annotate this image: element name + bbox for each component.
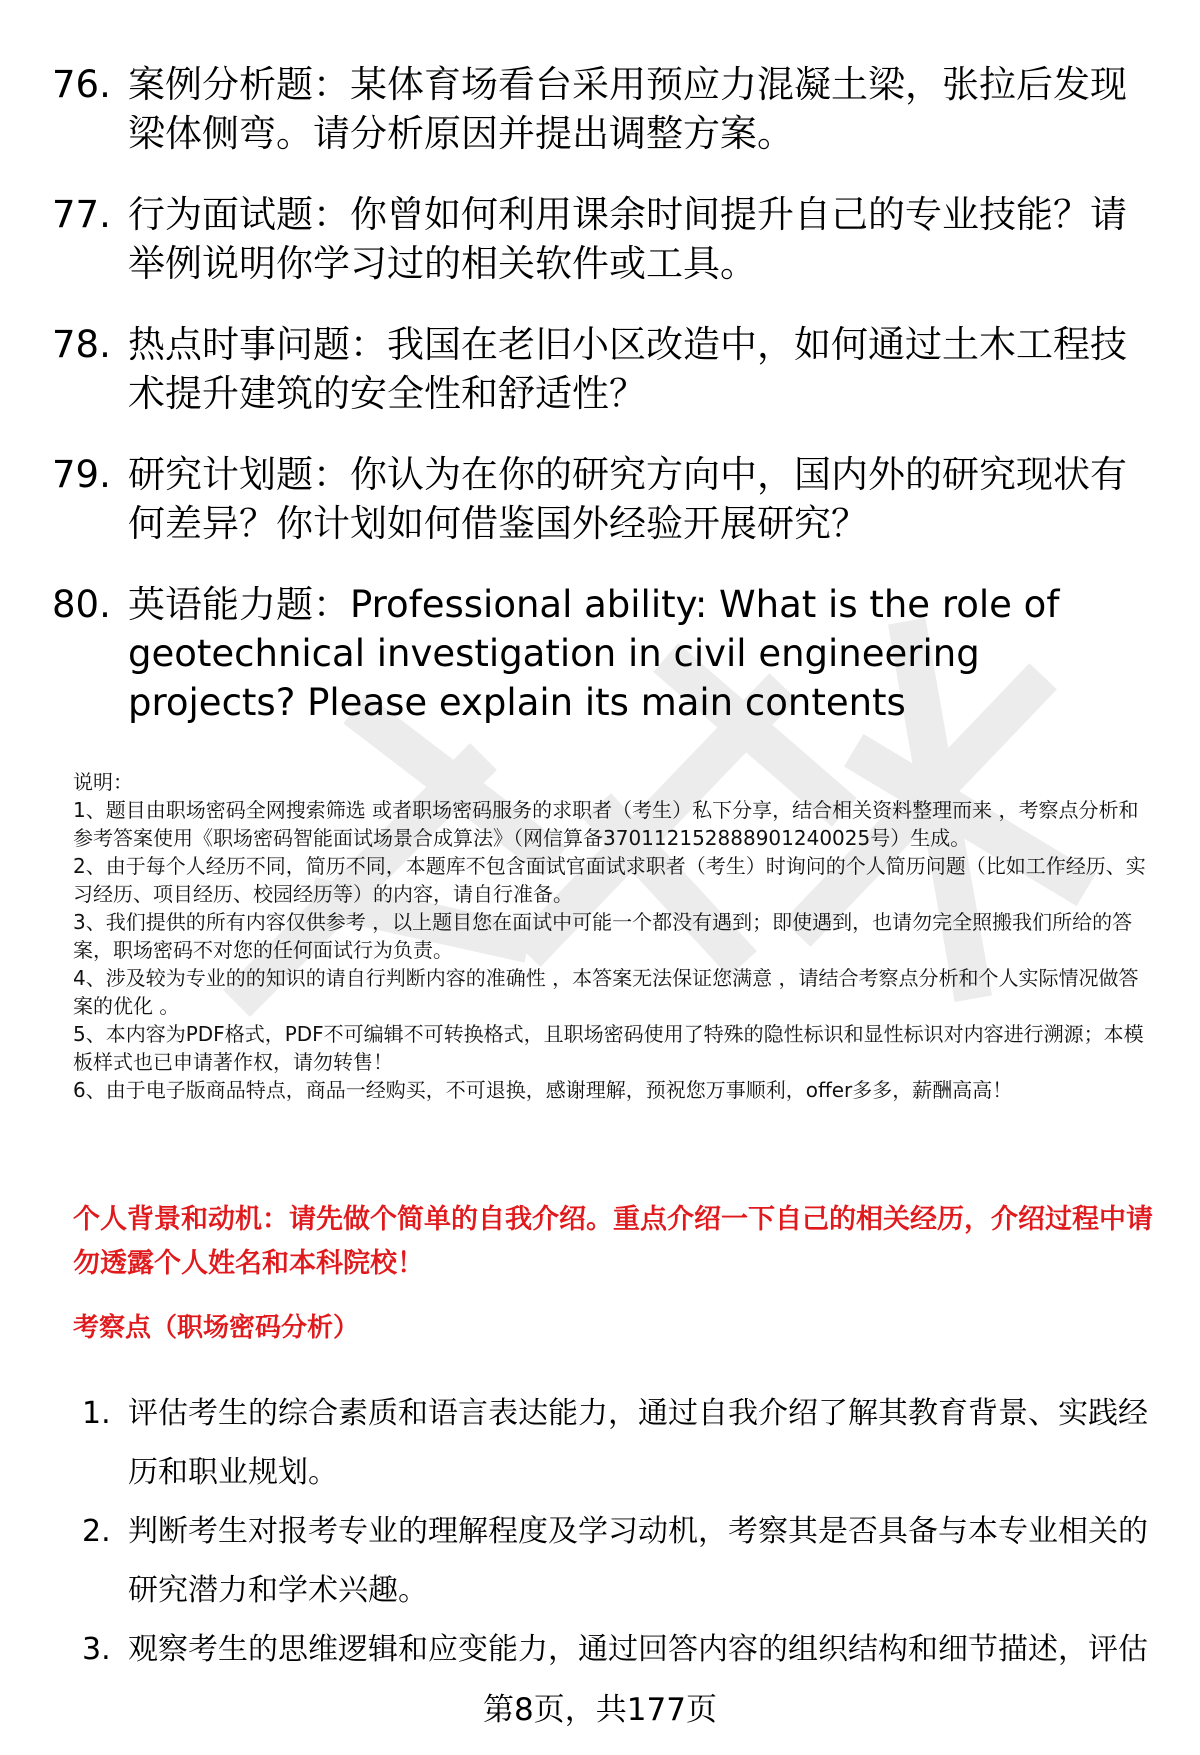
- point-number: 2.: [82, 1514, 111, 1549]
- page-footer: 第8页，共177页: [483, 1692, 717, 1728]
- notes-section: [73, 768, 1158, 1104]
- analysis-points-list: [82, 1384, 1157, 1679]
- question-number: 80.: [52, 583, 111, 626]
- section-heading: 个人背景和动机：请先做个简单的自我介绍。重点介绍一下自己的相关经历，介绍过程中请勿透露个人姓名和本科院校！: [73, 1204, 1153, 1279]
- note-item: 5、本内容为PDF格式，PDF不可编辑不可转换格式，且职场密码使用了特殊的隐性标识和显性标识对内容进行溯源；本模板样式也已申请著作权，请勿转售！: [73, 1022, 1144, 1074]
- analysis-point: [82, 1620, 1157, 1679]
- note-item: 1、题目由职场密码全网搜索筛选 或者职场密码服务的求职者（考生）私下分享，结合相关资料整理而来 ，考察点分析和参考答案使用《职场密码智能面试场景合成算法》（网信算备370112152888901240025号）生成。: [73, 798, 1139, 850]
- analysis-subheading: 考察点（职场密码分析）: [73, 1313, 360, 1343]
- question-text: 热点时事问题：我国在老旧小区改造中，如何通过土木工程技术提升建筑的安全性和舒适性？: [128, 323, 1127, 415]
- analysis-point: [82, 1384, 1157, 1502]
- note-item: 2、由于每个人经历不同，简历不同，本题库不包含面试官面试求职者（考生）时询问的个人简历问题（比如工作经历、实习经历、项目经历、校园经历等）的内容，请自行准备。: [73, 854, 1146, 906]
- question-item: [52, 450, 1152, 548]
- note-item: 4、涉及较为专业的的知识的请自行判断内容的准确性 ，本答案无法保证您满意 ，请结合考察点分析和个人实际情况做答案的优化 。: [73, 966, 1139, 1018]
- question-text: 案例分析题：某体育场看台采用预应力混凝土梁，张拉后发现梁体侧弯。请分析原因并提出调整方案。: [128, 63, 1127, 155]
- question-item: [52, 60, 1152, 158]
- point-number: 3.: [82, 1632, 111, 1667]
- question-number: 77.: [52, 193, 111, 236]
- note-item: 6、由于电子版商品特点，商品一经购买，不可退换，感谢理解，预祝您万事顺利，offer多多，薪酬高高！: [73, 1078, 1013, 1102]
- point-text: 评估考生的综合素质和语言表达能力，通过自我介绍了解其教育背景、实践经历和职业规划。: [128, 1396, 1148, 1490]
- analysis-point: [82, 1502, 1157, 1620]
- question-text: 研究计划题：你认为在你的研究方向中，国内外的研究现状有何差异？你计划如何借鉴国外经验开展研究？: [128, 453, 1127, 545]
- question-number: 79.: [52, 453, 111, 496]
- notes-title: 说明：: [73, 770, 133, 794]
- note-item: 3、我们提供的所有内容仅供参考 ，以上题目您在面试中可能一个都没有遇到；即使遇到，也请勿完全照搬我们所给的答案，职场密码不对您的任何面试行为负责。: [73, 910, 1133, 962]
- question-text: 行为面试题：你曾如何利用课余时间提升自己的专业技能？请举例说明你学习过的相关软件或工具。: [128, 193, 1127, 285]
- question-item: [52, 580, 1152, 727]
- question-list: [52, 60, 1152, 759]
- point-text: 判断考生对报考专业的理解程度及学习动机，考察其是否具备与本专业相关的研究潜力和学术兴趣。: [128, 1514, 1148, 1608]
- point-number: 1.: [82, 1396, 111, 1431]
- question-item: [52, 190, 1152, 288]
- question-number: 78.: [52, 323, 111, 366]
- question-text: 英语能力题：Professional ability: What is the role of geotechnical investigation in civil engineering projects? Please explain its main contents: [128, 583, 1060, 724]
- point-text: 观察考生的思维逻辑和应变能力，通过回答内容的组织结构和细节描述，评估: [128, 1632, 1148, 1667]
- question-number: 76.: [52, 63, 111, 106]
- question-item: [52, 320, 1152, 418]
